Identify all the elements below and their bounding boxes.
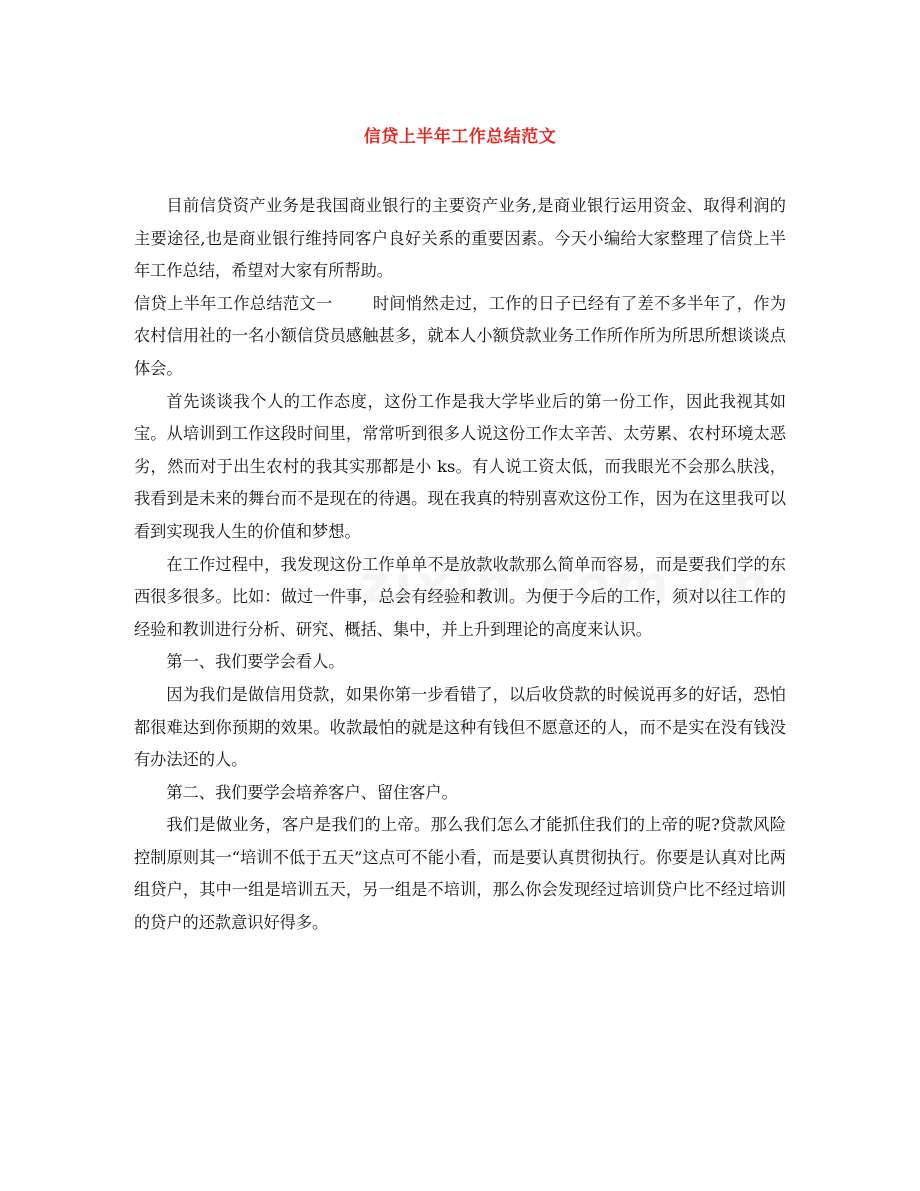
document-body (134, 190, 786, 940)
paragraph-process: 在工作过程中，我发现这份工作单单不是放款收款那么简单而容易，而是要我们学的东西很多很多。比如：做过一件事，总会有经验和教训。为便于今后的工作，须对以往工作的经验和教训进行分析、研究、概括、集中，并上升到理论的高度来认识。 (134, 554, 786, 639)
paragraph-point-two-detail: 我们是做业务，客户是我们的上帝。那么我们怎么才能抓住我们的上帝的呢?贷款风险控制原则其一“培训不低于五天”这点可不能小看，而是要认真贯彻执行。你要是认真对比两组贷户，其中一组是培训五天，另一组是不培训，那么你会发现经过培训贷户比不经过培训的贷户的还款意识好得多。 (134, 815, 786, 933)
paragraph-attitude: 首先谈谈我个人的工作态度，这份工作是我大学毕业后的第一份工作，因此我视其如宝。从培训到工作这段时间里，常常听到很多人说这份工作太辛苦、太劳累、农村环境太恶劣，然而对于出生农村的我其实那都是小 ks。有人说工资太低，而我眼光不会那么肤浅，我看到是未来的舞台而不是现在的待遇。现在我真的特别喜欢这份工作，因为在这里我可以看到实现我人生的价值和梦想。 (134, 391, 786, 541)
paragraph-section-one (134, 288, 786, 386)
document-title: 信贷上半年工作总结范文 (363, 127, 557, 147)
paragraph-intro: 目前信贷资产业务是我国商业银行的主要资产业务,是商业银行运用资金、取得利润的主要途径,也是商业银行维持同客户良好关系的重要因素。今天小编给大家整理了信贷上半年工作总结，希望对大家有所帮助。 (134, 196, 786, 281)
paragraph-point-two: 第二、我们要学会培养客户、留住客户。 (166, 782, 458, 802)
paragraph-point-one-detail: 因为我们是做信用贷款，如果你第一步看错了，以后收贷款的时候说再多的好话，恐怕都很难达到你预期的效果。收款最怕的就是这种有钱但不愿意还的人，而不是实在没有钱没有办法还的人。 (134, 684, 786, 770)
section-heading: 信贷上半年工作总结范文一 (134, 293, 333, 313)
section-one-text: 时间悄然走过，工作的日子已经有了差不多半年了，作为农村信用社的一名小额信贷员感触甚多，就本人小额贷款业务工作所作所为所思所想谈谈点体会。 (134, 293, 787, 378)
paragraph-point-one: 第一、我们要学会看人。 (166, 652, 345, 672)
